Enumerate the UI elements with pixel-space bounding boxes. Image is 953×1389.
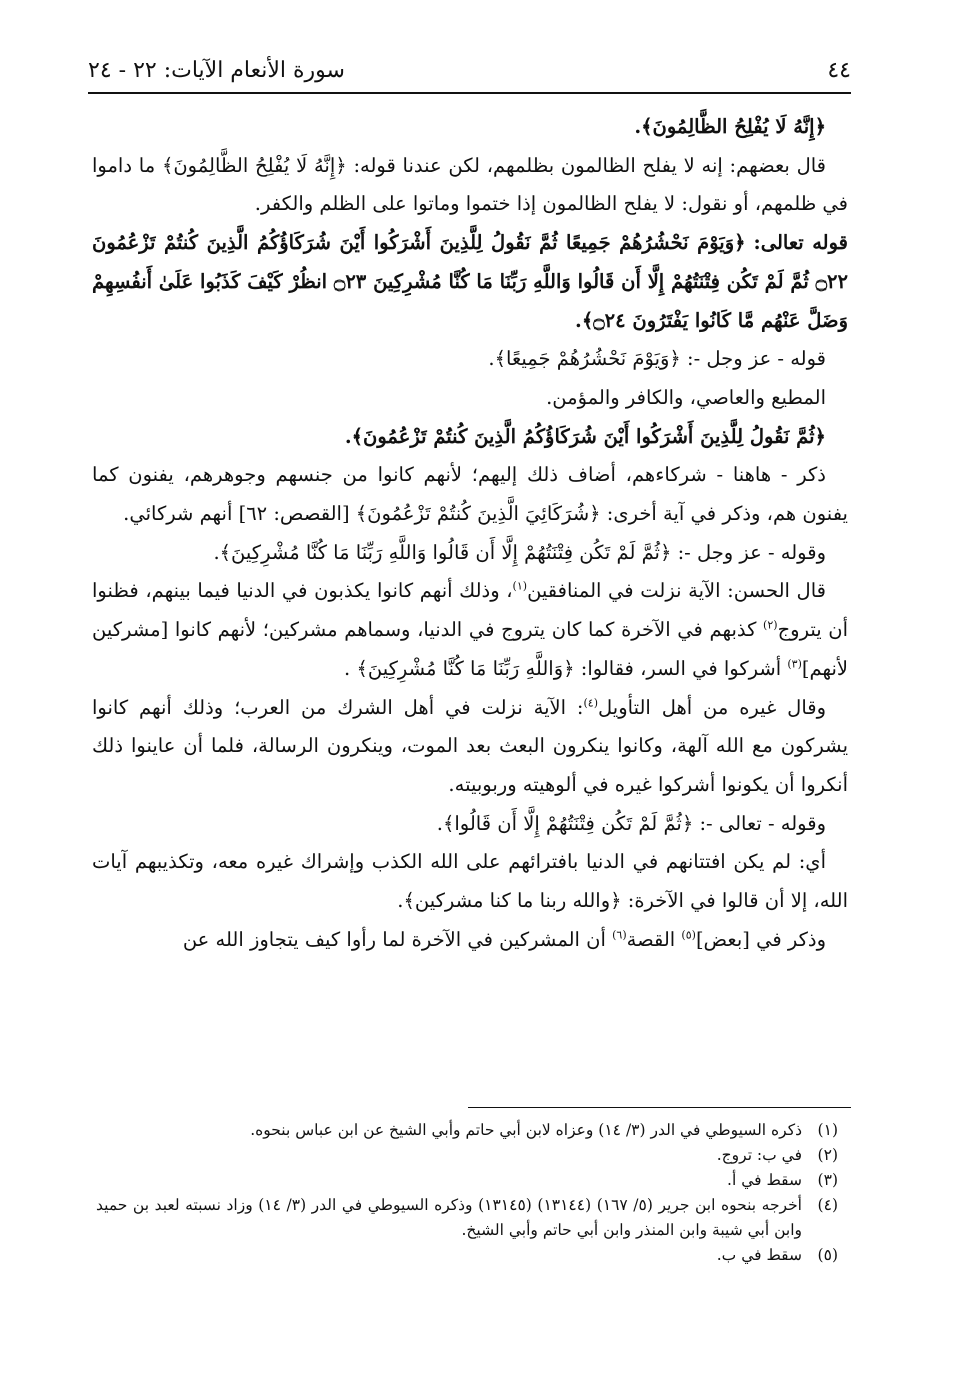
footnote-text: أخرجه بنحوه ابن جرير (٥/ ١٦٧) (١٣١٤٤) (١٣١٤٥) وذكره السيوطي في الدر (٣/ ١٤) وزاد نسبته لعبد بن حميد وابن أبي شيبة وابن المنذر وابن أبي حاتم وأبي الشيخ. [96,1196,802,1239]
paragraph: وقوله - تعالى -: ﴿ثُمَّ لَمْ تَكُن فِتْنَتُهُمْ إِلَّا أَن قَالُوا﴾. [436,811,826,835]
footnote-ref[interactable]: (٦) [612,928,627,942]
paragraph-text: قال الحسن: الآية نزلت في المنافقين [527,579,826,603]
paragraph: قوله - عز وجل -: ﴿وَيَوْمَ نَحْشُرُهُمْ جَمِيعًا﴾. [488,347,826,371]
footnote-number: (٢) [817,1146,838,1164]
main-text [92,108,848,959]
paragraph-text: ما داموا في ظلمهم، أو نقول: لا يفلح الظالمون إذا ختموا وماتوا على الظلم والكفر. [92,153,848,216]
footnote-text: سقط في أ. [727,1171,802,1189]
footnote-item [96,1243,838,1268]
paragraph: وقوله - عز وجل -: ﴿ثُمَّ لَمْ تَكُن فِتْنَتُهُمْ إِلَّا أَن قَالُوا وَاللَّهِ رَبِّنَا مَا كُنَّا مُشْرِكِينَ﴾. [213,540,826,564]
footnote-ref[interactable]: (٣) [787,657,802,671]
paragraph-text: ، وذلك أنهم كانوا يكذبون في الدنيا فيما بينهم، فظنوا أن يتروج [92,579,849,642]
footnote-number: (١) [817,1121,838,1139]
verse-quote: ﴿وَيَوْمَ نَحْشُرُهُمْ جَمِيعًا ثُمَّ نَقُولُ لِلَّذِينَ أَشْرَكُوا أَيْنَ شُرَكَاؤُكُمُ الَّذِينَ كُنتُمْ تَزْعُمُونَ ۝٢٢ ثُمَّ لَمْ تَكُن فِتْنَتُهُمْ إِلَّا أَن قَالُوا وَاللَّهِ رَبِّنَا مَا كُنَّا مُشْرِكِينَ ۝٢٣ انظُرْ كَيْفَ كَذَبُوا عَلَىٰ أَنفُسِهِمْ وَضَلَّ عَنْهُم مَّا كَانُوا يَفْتَرُونَ ۝٢٤﴾. [92,231,848,332]
page-number: ٤٤ [827,58,851,83]
paragraph-text: كذبهم في الآخرة كما كان يتروج في الدنيا، وسماهم مشركين؛ لأنهم كانوا [مشركين لأنهم] [92,618,848,680]
page-header [88,52,851,86]
paragraph [92,572,848,688]
verse-lead: قوله تعالى: [753,231,848,255]
paragraph: أي: لم يكن افتتانهم في الدنيا بافترائهم على الله الكذب وإشراك غيره معه، وتكذيبهم آيات الله، إلا أن قالوا في الآخرة: ﴿والله ربنا ما كنا مشركين﴾. [92,850,848,913]
paragraph-text: أشركوا في السر، فقالوا: ﴿وَاللَّهِ رَبِّنَا مَا كُنَّا مُشْرِكِينَ﴾ . [344,656,788,680]
paragraph [92,921,848,960]
paragraph-text: القصة [626,927,682,951]
paragraph-text: : الآية نزلت في أهل الشرك من العرب؛ وذلك أنهم كانوا يشركون مع الله آلهة، وكانوا ينكرون البعث بعد الموت، وينكرون الرسالة، فلما أن عاينوا ذلك أنكروا أن يكونوا أشركوا غيره في ألوهيته وربوبيته. [92,695,848,796]
footnote-rule [468,1107,851,1108]
footnote-item [96,1118,838,1143]
paragraph-text: وذكر في [بعض] [695,927,826,951]
footnote-ref[interactable]: (٢) [763,618,778,632]
footnotes [96,1118,838,1268]
footnote-ref[interactable]: (١) [512,579,528,593]
paragraph [92,147,848,224]
footnote-text: في ب: تروج. [716,1146,802,1164]
header-rule [88,92,851,94]
verse-quote: ﴿ثُمَّ نَقُولُ لِلَّذِينَ أَشْرَكُوا أَيْنَ شُرَكَاؤُكُمُ الَّذِينَ كُنتُمْ تَزْعُمُونَ﴾. [344,424,826,448]
paragraph-text: وقال غيره من أهل التأويل [598,695,826,719]
footnote-item [96,1193,838,1243]
paragraph: ذكر - هاهنا - شركاءهم، أضاف ذلك إليهم؛ لأنهم كانوا من جنسهم وجوهرهم، يفنون كما يفنون هم، وذكر في آية أخرى: ﴿شُرَكَائِيَ الَّذِينَ كُنتُمْ تَزْعُمُونَ﴾ [القصص: ٦٢] أنهم شركائي. [92,463,848,526]
footnote-text: سقط في ب. [716,1246,802,1264]
running-title: سورة الأنعام الآيات: ٢٢ - ٢٤ [88,58,345,83]
paragraph-text: أن المشركين في الآخرة لما رأوا كيف يتجاوز الله عن [182,927,613,951]
footnote-number: (٥) [817,1246,838,1264]
verse-quote: ﴿إِنَّهُ لَا يُفْلِحُ الظَّالِمُونَ﴾. [634,115,826,138]
footnote-text: ذكره السيوطي في الدر (٣/ ١٤) وعزاه لابن أبي حاتم وأبي الشيخ عن ابن عباس بنحوه. [250,1121,802,1139]
footnote-item [96,1143,838,1168]
paragraph: المطيع والعاصي، والكافر والمؤمن. [546,385,826,409]
footnote-item [96,1168,838,1193]
paragraph-text: قال بعضهم: إنه لا يفلح الظالمون بظلمهم، لكن عندنا قوله: ﴿إِنَّهُ لَا يُفْلِحُ الظَّالِمُونَ﴾ [161,153,827,177]
footnote-ref[interactable]: (٤) [583,696,599,710]
verse-block [92,224,848,340]
footnote-number: (٣) [817,1171,838,1189]
footnote-number: (٤) [817,1196,838,1214]
paragraph [92,689,848,805]
footnote-ref[interactable]: (٥) [681,928,696,942]
